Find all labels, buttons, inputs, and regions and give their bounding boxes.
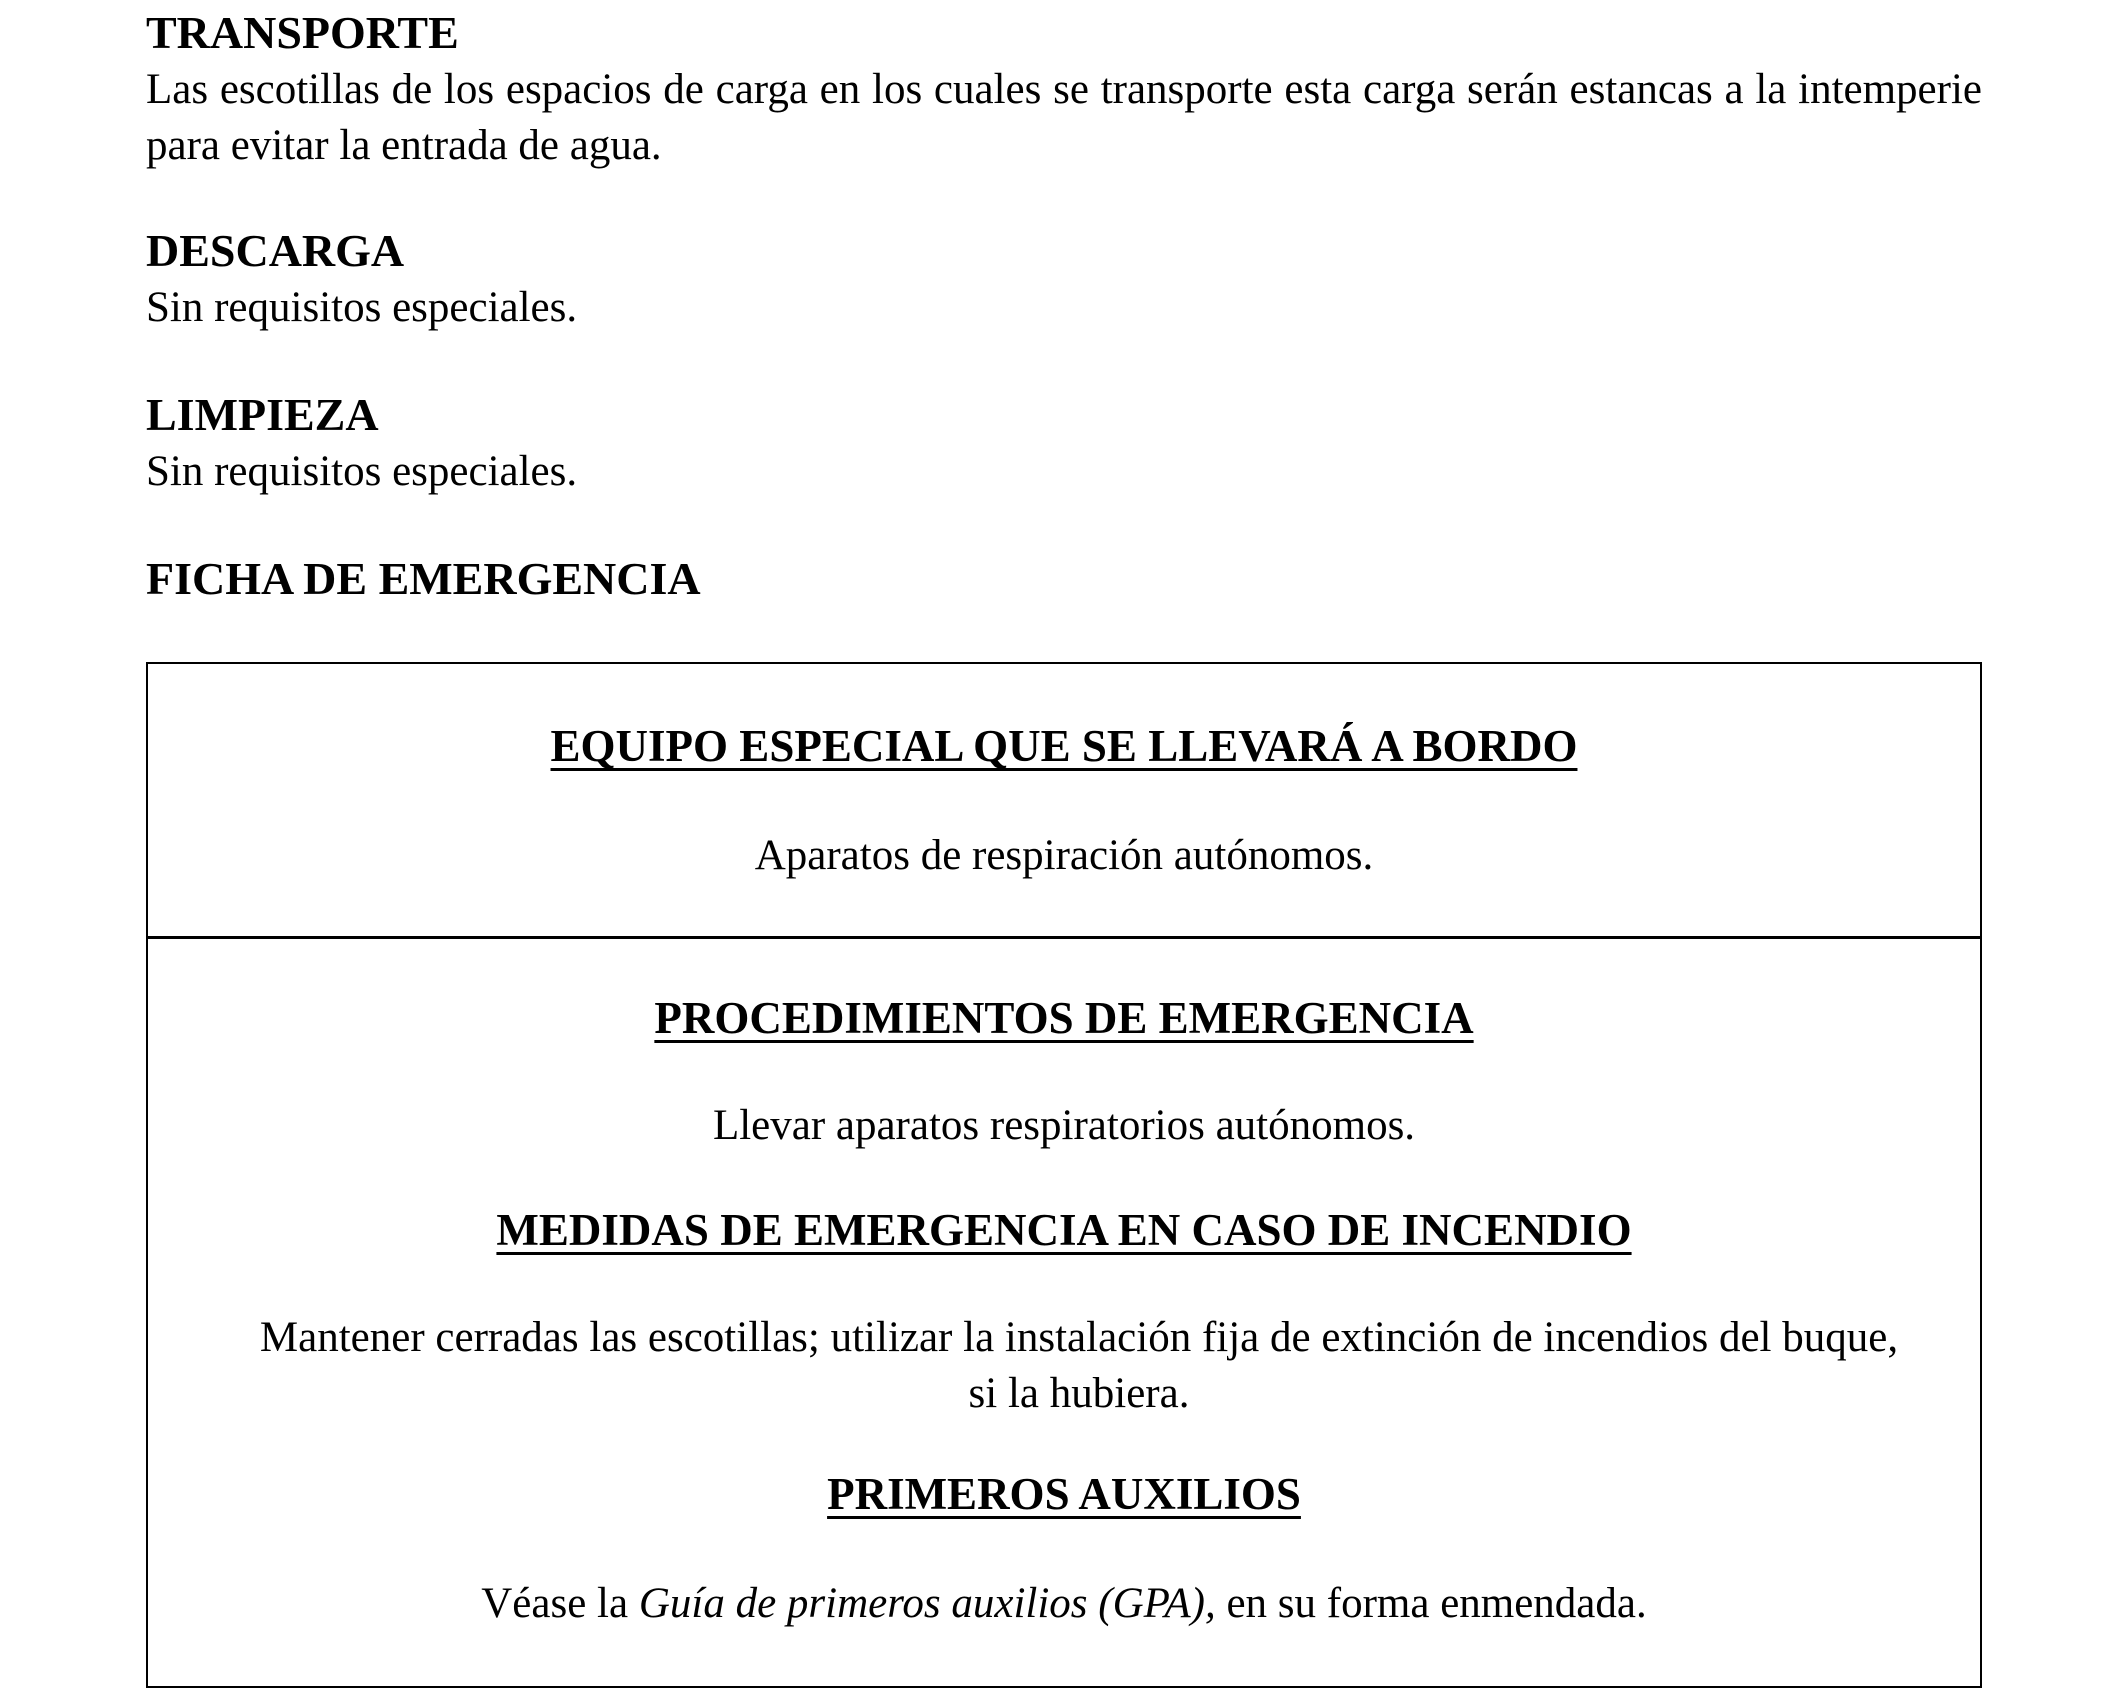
box-divider xyxy=(148,936,1980,939)
primeros-auxilios-text xyxy=(148,1576,1980,1632)
procedimientos-text: Llevar aparatos respiratorios autónomos. xyxy=(712,1102,1416,1149)
descarga-text: Sin requisitos especiales. xyxy=(146,284,578,331)
equipo-especial-text: Aparatos de respiración autónomos. xyxy=(754,832,1374,879)
ficha-emergencia-heading: FICHA DE EMERGENCIA xyxy=(146,553,701,604)
limpieza-text: Sin requisitos especiales. xyxy=(146,448,578,495)
emergency-card-box xyxy=(146,662,1982,1688)
descarga-heading: DESCARGA xyxy=(146,225,405,276)
primeros-auxilios-text-before: Véase la xyxy=(481,1580,639,1627)
medidas-incendio-text: Mantener cerradas las escotillas; utilizar la instalación fija de extinción de incendios del buque, si la hubiera. xyxy=(259,1314,1899,1417)
procedimientos-heading: PROCEDIMIENTOS DE EMERGENCIA xyxy=(654,993,1474,1043)
medidas-incendio-heading: MEDIDAS DE EMERGENCIA EN CASO DE INCENDIO xyxy=(496,1205,1632,1255)
limpieza-heading: LIMPIEZA xyxy=(146,389,379,440)
primeros-auxilios-text-after: en su forma enmendada. xyxy=(1215,1580,1647,1627)
transporte-heading: TRANSPORTE xyxy=(146,7,459,58)
transporte-text: Las escotillas de los espacios de carga en los cuales se transporte esta carga serán estancas a la intemperie para evitar la entrada de agua. xyxy=(146,66,1982,169)
equipo-especial-heading: EQUIPO ESPECIAL QUE SE LLEVARÁ A BORDO xyxy=(550,721,1578,771)
gpa-guide-title: Guía de primeros auxilios (GPA), xyxy=(638,1580,1216,1627)
primeros-auxilios-heading: PRIMEROS AUXILIOS xyxy=(827,1469,1301,1519)
